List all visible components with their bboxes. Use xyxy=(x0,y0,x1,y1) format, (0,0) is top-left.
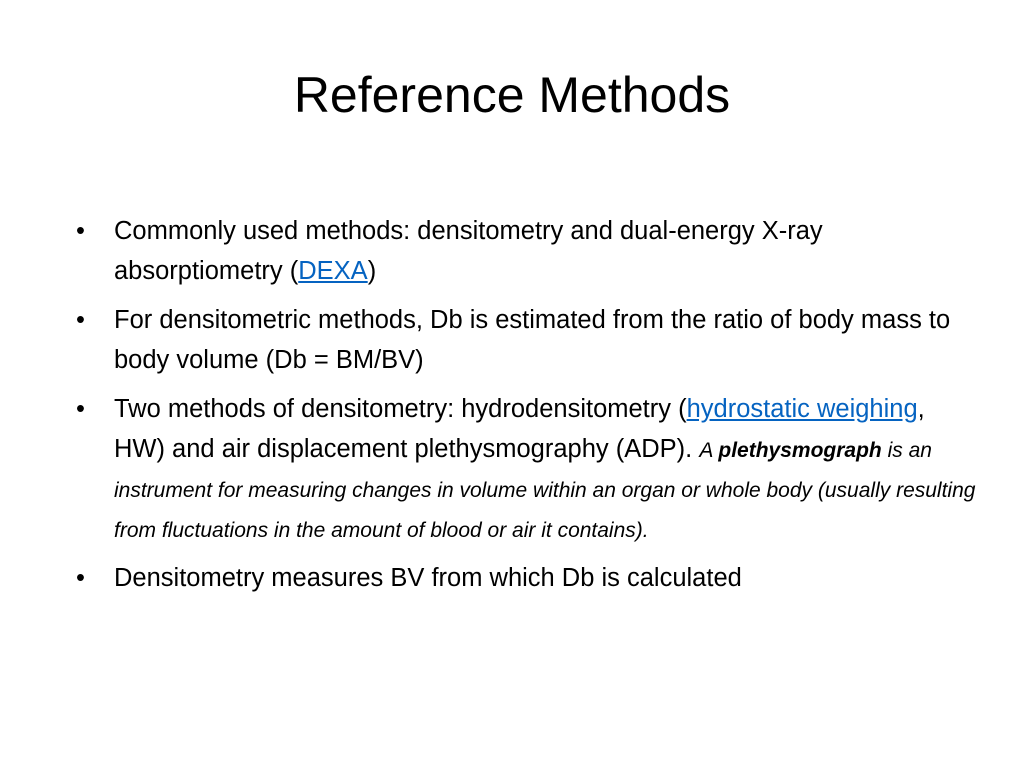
hydrostatic-weighing-link[interactable]: hydrostatic weighing xyxy=(686,395,918,423)
bullet-text: Two methods of densitometry: hydrodensitometry ( xyxy=(114,395,687,423)
note-term: plethysmograph xyxy=(718,439,882,462)
bullet-glyph: • xyxy=(76,306,85,334)
bullet-item-3 xyxy=(76,389,976,549)
bullet-text: Densitometry measures BV from which Db is calculated xyxy=(114,564,742,592)
bullet-list xyxy=(76,211,976,607)
bullet-glyph: • xyxy=(76,395,85,423)
bullet-text: ) xyxy=(367,257,377,285)
bullet-text: Commonly used methods: densitometry and dual-energy X-ray absorptiometry ( xyxy=(114,217,823,285)
slide-title: Reference Methods xyxy=(293,67,731,123)
bullet-glyph: • xyxy=(76,564,85,592)
bullet-item-2 xyxy=(76,300,976,380)
note-rest: is an instrument for measuring changes in volume within an organ or whole body (usually resulting from fluctuations in the amount of blood or air it contains). xyxy=(114,439,976,542)
bullet-text: For densitometric methods, Db is estimated from the ratio of body mass to body volume (Db = BM/BV) xyxy=(114,306,951,374)
dexa-link[interactable]: DEXA xyxy=(298,257,368,285)
note-prefix: A xyxy=(699,439,719,462)
bullet-glyph: • xyxy=(76,217,85,245)
bullet-item-4 xyxy=(76,558,976,598)
bullet-text: , HW) and air displacement plethysmography (ADP). xyxy=(114,395,925,463)
bullet-item-1 xyxy=(76,211,976,291)
